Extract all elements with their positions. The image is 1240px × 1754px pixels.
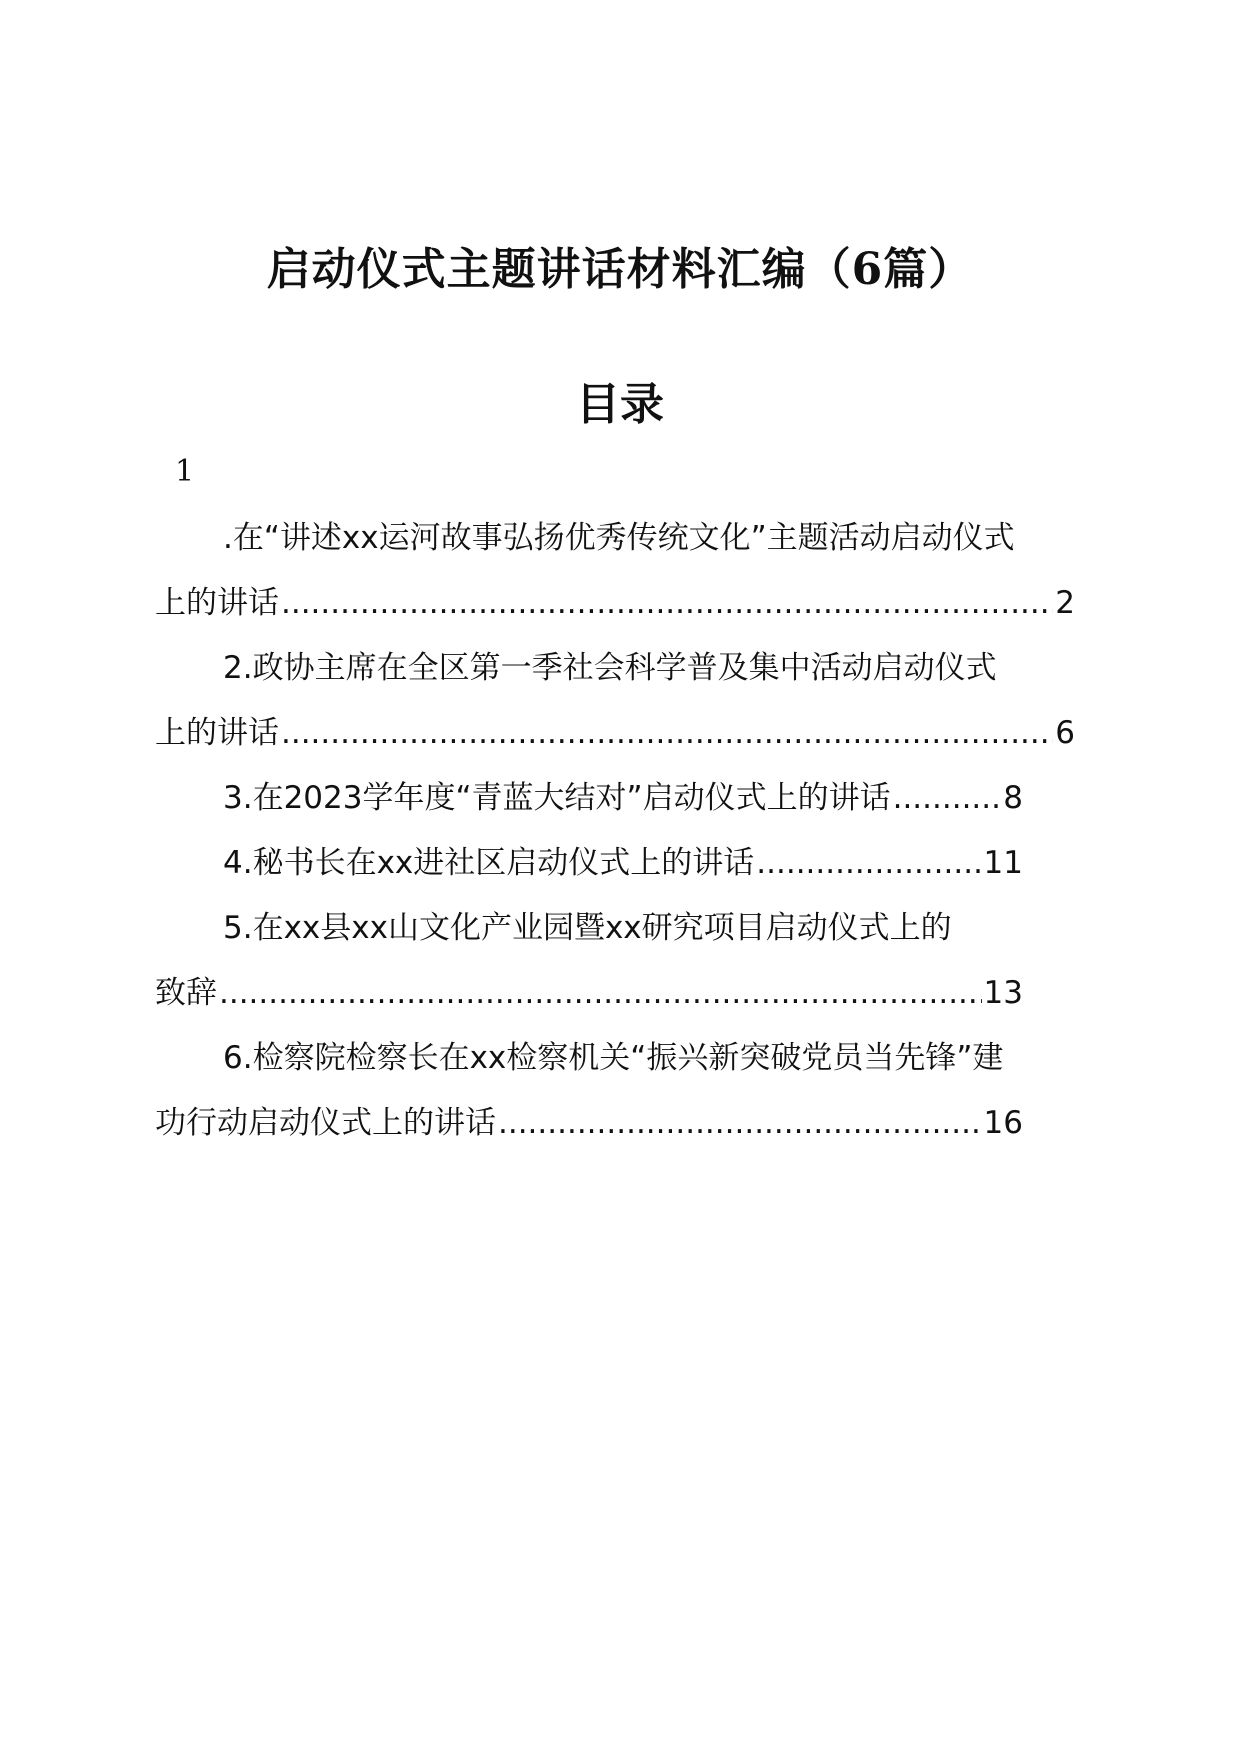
- toc-entry-6-line1: 6.检察院检察长在xx检察机关“振兴新突破党员当先锋”建: [223, 1040, 1004, 1076]
- toc-entry-3: [155, 776, 1023, 820]
- toc-entry-5-line2: [155, 971, 1023, 1015]
- stray-number: 1: [175, 454, 195, 489]
- toc-page-number: 16: [983, 1105, 1023, 1141]
- dot-leader: [281, 711, 1053, 755]
- toc-entry-1-line1: .在“讲述xx运河故事弘扬优秀传统文化”主题活动启动仪式: [223, 520, 1015, 556]
- toc-entry-1-line2: [155, 581, 1075, 625]
- toc-entry-label: 4.秘书长在xx进社区启动仪式上的讲话: [223, 845, 755, 881]
- dot-leader: [893, 776, 1002, 820]
- toc-page-number: 6: [1055, 715, 1075, 751]
- toc-entry-2-line1: 2.政协主席在全区第一季社会科学普及集中活动启动仪式: [223, 650, 997, 686]
- toc-entry-label: 致辞: [155, 975, 217, 1011]
- toc-page-number: 2: [1055, 585, 1075, 621]
- toc-entry-5-line1: 5.在xx县xx山文化产业园暨xx研究项目启动仪式上的: [223, 910, 952, 946]
- toc-page-number: 11: [983, 845, 1023, 881]
- toc-page-number: 8: [1003, 780, 1023, 816]
- dot-leader: [756, 841, 981, 885]
- toc-entry-4: [155, 841, 1023, 885]
- toc-heading: 目录: [576, 379, 664, 430]
- toc-entry-label: 功行动启动仪式上的讲话: [155, 1105, 496, 1141]
- toc-entry-label: 3.在2023学年度“青蓝大结对”启动仪式上的讲话: [223, 780, 891, 816]
- dot-leader: [219, 971, 982, 1015]
- document-title: 启动仪式主题讲话材料汇编（6篇）: [266, 244, 974, 295]
- toc-entry-2-line2: [155, 711, 1075, 755]
- toc-page-number: 13: [983, 975, 1023, 1011]
- toc-entry-label: 上的讲话: [155, 715, 279, 751]
- dot-leader: [281, 581, 1053, 625]
- dot-leader: [498, 1101, 982, 1145]
- toc-entry-6-line2: [155, 1101, 1023, 1145]
- toc-entry-label: 上的讲话: [155, 585, 279, 621]
